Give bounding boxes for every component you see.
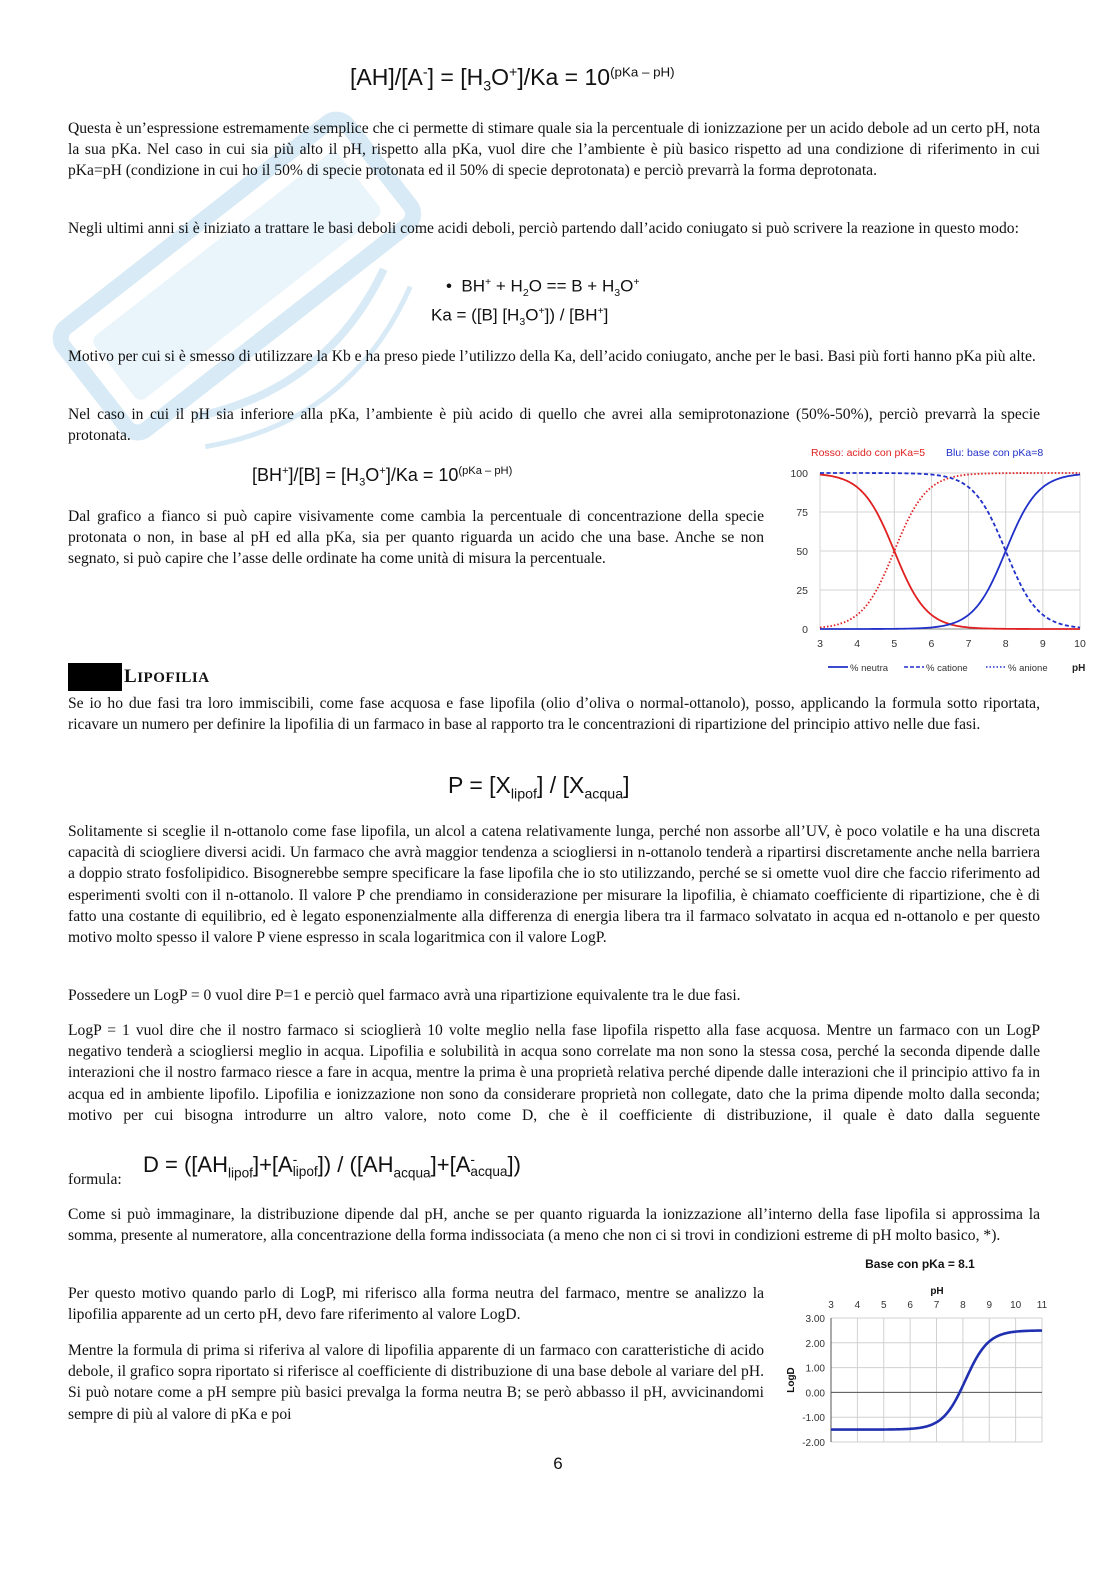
formula-base-reaction: • $BH^+ + H_2O == B + H_3O^+$: [446, 276, 640, 300]
formula-ka-base: Ka = ([B] $[H_3O^+]) / [BH^+]$: [431, 305, 609, 329]
bullet-icon: •: [446, 276, 462, 296]
chart1-xtick-label: 10: [1074, 638, 1086, 650]
chart2-xtick-label: 6: [907, 1300, 913, 1311]
chart1-series-line-2: [820, 473, 1080, 627]
chart2-xtick-label: 3: [828, 1300, 834, 1311]
chart1-legend: [828, 663, 1085, 674]
chart2-ytick-label: 3.00: [805, 1314, 825, 1325]
chart1-xtick-label: 7: [965, 638, 972, 650]
chart2-xlabel: pH: [930, 1286, 944, 1297]
section-heading-lipofilia: [68, 662, 210, 692]
formula-ionization-base: $[BH^+]/[B] = [H_3O^+]/Ka = 10^{(pKa - pH)}$: [252, 465, 513, 489]
chart1-xtick-label: 6: [928, 638, 935, 650]
chart1-xtick-label: 3: [817, 638, 823, 650]
paragraph-3: Motivo per cui si è smesso di utilizzare la Kb e ha preso piede l’utilizzo della Ka, dell’acido coniugato, anche per le basi. Basi più forti hanno pKa più alte.: [68, 348, 1036, 365]
chart1-series-line-1: [820, 473, 1080, 627]
paragraph-5: Dal grafico a fianco si può capire visivamente come cambia la percentuale di concentrazione della specie protonata o non, in base al pH ed alla pKa, sia per quanto riguarda un acido che una base. Anche se non segnato, si può capire che l’asse delle ordinate ha come unità di misura la percentuale.: [68, 508, 764, 568]
chart2-xtick-label: 4: [854, 1300, 861, 1311]
chart2-ytick-label: 1.00: [805, 1363, 825, 1375]
chart2-ytick-label: 0.00: [805, 1388, 825, 1400]
chart1-series-line-0: [820, 475, 1080, 629]
chart2-xtick-label: 9: [986, 1300, 993, 1311]
paragraph-9: LogP = 1 vuol dire che il nostro farmaco si scioglierà 10 volte meglio nella fase lipofila rispetto alla fase acquosa. Mentre un farmaco con un LogP negativo tenderà a sciogliersi meglio in acqua. Lipofilia e solubilità in acqua sono correlate ma non sono la stessa cosa, perché la seconda dipende dalle interazioni che il nostro farmaco riesce a fare in acqua, mentre la prima è una proprietà relativa perché dipende dalle interazioni che il principio attivo fa in acqua ed in ambiente lipofilo. Lipofilia e ionizzazione non sono da considerare proprietà non collegate, dato che la prima dipende molto dalla seconda; motivo per cui bisogna introdurre un altro valore, noto come D, che è il coefficiente di distribuzione, il quale è dato dalla seguente: [68, 1022, 1040, 1124]
chart2-xtick-label: 8: [960, 1300, 966, 1311]
paragraph-1: Questa è un’espressione estremamente semplice che ci permette di stimare quale sia la percentuale di ionizzazione per un acido debole ad un certo pH, nota la sua pKa. Nel caso in cui sia più alto il pH, rispetto alla pKa, vuol dire che l’ambiente è più basico rispetto ad una condizione di riferimento in cui pKa=pH (condizione in cui ho il 50% di specie protonata ed il 50% di specie deprotonata) e perciò prevarrà la forma deprotonata.: [68, 120, 1040, 180]
chart2-xtick-label: 10: [1010, 1300, 1022, 1311]
chart2-title: Base con pKa = 8.1: [865, 1257, 975, 1271]
chart1-xtick-label: 9: [1039, 638, 1046, 650]
chart1-title-red: Rosso: acido con pKa=5: [811, 447, 926, 459]
paragraph-6: Se io ho due fasi tra loro immiscibili, come fase acquosa e fase lipofila (olio d’oliva o normal-ottanolo), posso, applicando la formula sotto riportata, ricavare un numero per definire la lipofilia di un farmaco in base al rapporto tra le concentrazioni di ripartizione del principio attivo nelle due fasi.: [68, 695, 1040, 734]
chart1-ytick-label: 75: [796, 507, 808, 519]
logd-chart: [780, 1252, 1055, 1452]
paragraph-8: Possedere un LogP = 0 vuol dire P=1 e perciò quel farmaco avrà una ripartizione equivalente tra le due fasi.: [68, 987, 741, 1004]
legend-anione: % anione: [1008, 663, 1048, 674]
chart1-xlabel: pH: [1072, 663, 1086, 674]
chart2-xtick-label: 5: [880, 1300, 887, 1311]
chart2-ylabel: LogD: [786, 1367, 797, 1393]
page-number: 6: [553, 1454, 563, 1473]
paragraph-11: Per questo motivo quando parlo di LogP, mi riferisco alla forma neutra del farmaco, mentre se analizzo la lipofilia apparente ad un certo pH, devo fare riferimento al valore LogD.: [68, 1285, 764, 1324]
formula-ionization-acid: $[AH]/[A^-] = [H_3O^+]/Ka = 10^{(pKa - pH)}$: [350, 64, 675, 95]
chart1-ytick-label: 25: [796, 585, 808, 597]
chart1-xtick-label: 8: [1002, 638, 1009, 650]
heading-title: LIPOFILIA: [124, 666, 210, 687]
chart1-ytick-label: 0: [802, 624, 808, 636]
chart2-ytick-label: -2.00: [802, 1438, 825, 1449]
chart1-ytick-label: 50: [796, 546, 808, 558]
paragraph-12: Mentre la formula di prima si riferiva al valore di lipofilia apparente di un farmaco con caratteristiche di acido debole, il grafico sopra riportato si riferisce al coefficiente di distribuzione di una base debole al variare del pH. Si può notare come a pH sempre più basici prevalga la forma neutra B; se però abbasso il pH, avvicinandomi sempre di più al valore di pKa e poi: [68, 1342, 764, 1423]
paragraph-4: Nel caso in cui il pH sia inferiore alla pKa, l’ambiente è più acido di quello che avrei alla semiprotonazione (50%-50%), perciò prevarrà la specie protonata.: [68, 406, 1040, 445]
paragraph-9-end: formula:: [68, 1171, 122, 1188]
chart2-xtick-label: 11: [1036, 1300, 1048, 1311]
chart1-series-line-3: [820, 475, 1080, 629]
formula-partition-coefficient: $P = [X_{lipof}] / [X_{acqua}]$: [448, 772, 630, 803]
legend-catione: % catione: [926, 663, 968, 674]
legend-neutra: % neutra: [850, 663, 889, 674]
chart1-ytick-label: 100: [790, 468, 808, 480]
paragraph-2: Negli ultimi anni si è iniziato a trattare le basi deboli come acidi deboli, perciò partendo dall’acido coniugato si può scrivere la reazione in questo modo:: [68, 220, 1019, 237]
formula-distribution-coefficient: $D = ([AH_{lipof}]+[A$ - lipof ]) / ($[AH_{acqua}]+[A$ - acqua ]): [143, 1151, 521, 1181]
chart2-xtick-label: 7: [933, 1300, 940, 1311]
chart1-xtick-label: 5: [891, 638, 898, 650]
paragraph-10: Come si può immaginare, la distribuzione dipende dal pH, anche se per quanto riguarda la ionizzazione all’interno della fase lipofila si approssima la somma, presente al numeratore, alla concentrazione della forma indissociata (a meno che non ci si trovi in condizioni estreme di pH molto basico, *).: [68, 1206, 1040, 1245]
heading-bar: [68, 663, 122, 691]
paragraph-7: Solitamente si sceglie il n-ottanolo come fase lipofila, un alcol a catena relativamente lunga, perché non assorbe all’UV, è poco volatile e ha una discreta capacità di sciogliere diversi acidi. Un farmaco che avrà maggior tendenza a sciogliersi in n-ottanolo tenderà a ripartirsi discretamente anche nella barriera a doppio strato fosfolipidico. Bisognerebbe sempre specificare la fase lipofila che io sto utilizzando, perché se si omette vuol dire che faccio riferimento ad esperimenti svolti con il n-ottanolo. Il valore P che prendiamo in considerazione per misurare la lipofilia, è chiamato coefficiente di ripartizione, che è di fatto una costante di equilibrio, ed è legato esponenzialmente alla differenza di energia libera tra il farmaco solvatato in acqua ed n-ottanolo e per questo motivo molto spesso il valore P viene espresso in scala logaritmica con il valore LogP.: [68, 823, 1040, 947]
chart2-ytick-label: 2.00: [805, 1338, 825, 1350]
chart1-xtick-label: 4: [854, 638, 861, 650]
ionization-chart: [776, 440, 1096, 680]
chart2-ytick-label: -1.00: [802, 1413, 825, 1425]
chart1-title-blue: Blu: base con pKa=8: [946, 447, 1044, 459]
